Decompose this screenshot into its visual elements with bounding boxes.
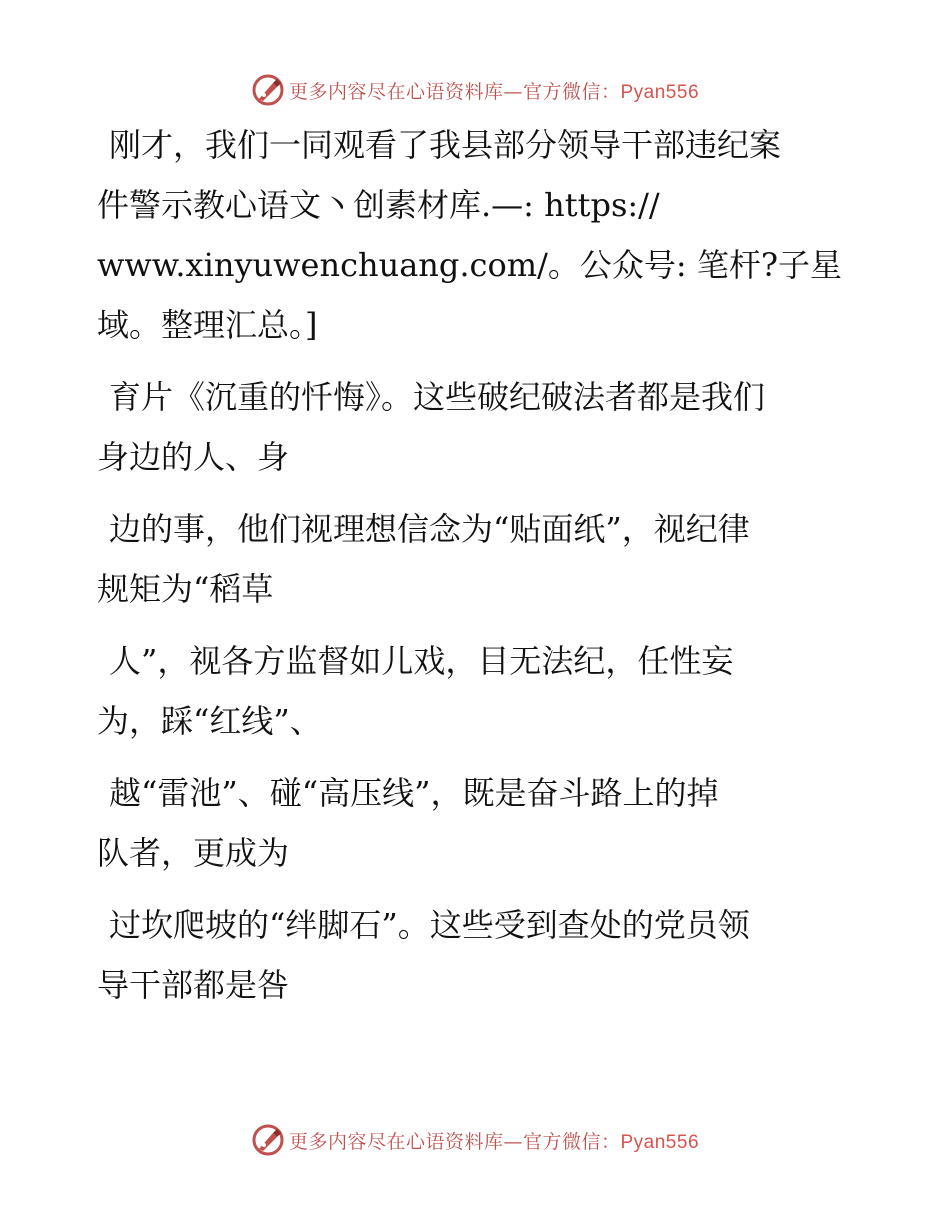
text-line: 规矩为“稻草 (97, 570, 274, 608)
header-banner-brand: Pyan556 (620, 81, 700, 103)
text-line: 件警示教心语文丶创素材库.—: https:// (97, 186, 660, 224)
text-line: 域。整理汇总。] (97, 306, 318, 344)
text-line: 刚才，我们一同观看了我县部分领导干部违纪案 (109, 126, 782, 164)
text-line: 身边的人、身 (97, 438, 290, 476)
header-watermark-banner (0, 70, 950, 110)
footer-banner-label: 更多内容尽在心语资料库—官方微信： (288, 1130, 621, 1153)
header-banner-text (289, 77, 699, 104)
header-banner-label: 更多内容尽在心语资料库—官方微信： (288, 80, 621, 103)
paragraph-1 (97, 115, 842, 355)
paragraph-2 (97, 367, 837, 487)
footer-watermark-banner (0, 1120, 950, 1160)
paragraph-6 (97, 895, 837, 1015)
paragraph-4 (97, 631, 837, 751)
pen-logo-icon (251, 73, 285, 107)
paragraph-5 (97, 763, 837, 883)
pen-logo-icon (251, 1123, 285, 1157)
text-line: 人”，视各方监督如儿戏，目无法纪，任性妄 (109, 642, 734, 680)
paragraph-3 (97, 499, 837, 619)
document-body (97, 115, 842, 1027)
footer-banner-text (289, 1127, 699, 1154)
text-line: www.xinyuwenchuang.com/。公众号: 笔杆?子星 (97, 246, 842, 284)
text-line: 队者，更成为 (97, 834, 290, 872)
text-line: 边的事，他们视理想信念为“贴面纸”，视纪律 (109, 510, 750, 548)
text-line: 导干部都是咎 (97, 966, 290, 1004)
text-line: 过坎爬坡的“绊脚石”。这些受到查处的党员领 (109, 906, 750, 944)
text-line: 为，踩“红线”、 (97, 702, 322, 740)
footer-banner-inner (251, 1123, 699, 1157)
text-line: 育片《沉重的忏悔》。这些破纪破法者都是我们 (109, 378, 766, 416)
footer-banner-brand: Pyan556 (620, 1131, 700, 1153)
header-banner-inner (251, 73, 699, 107)
text-line: 越“雷池”、碰“高压线”，既是奋斗路上的掉 (109, 774, 719, 812)
